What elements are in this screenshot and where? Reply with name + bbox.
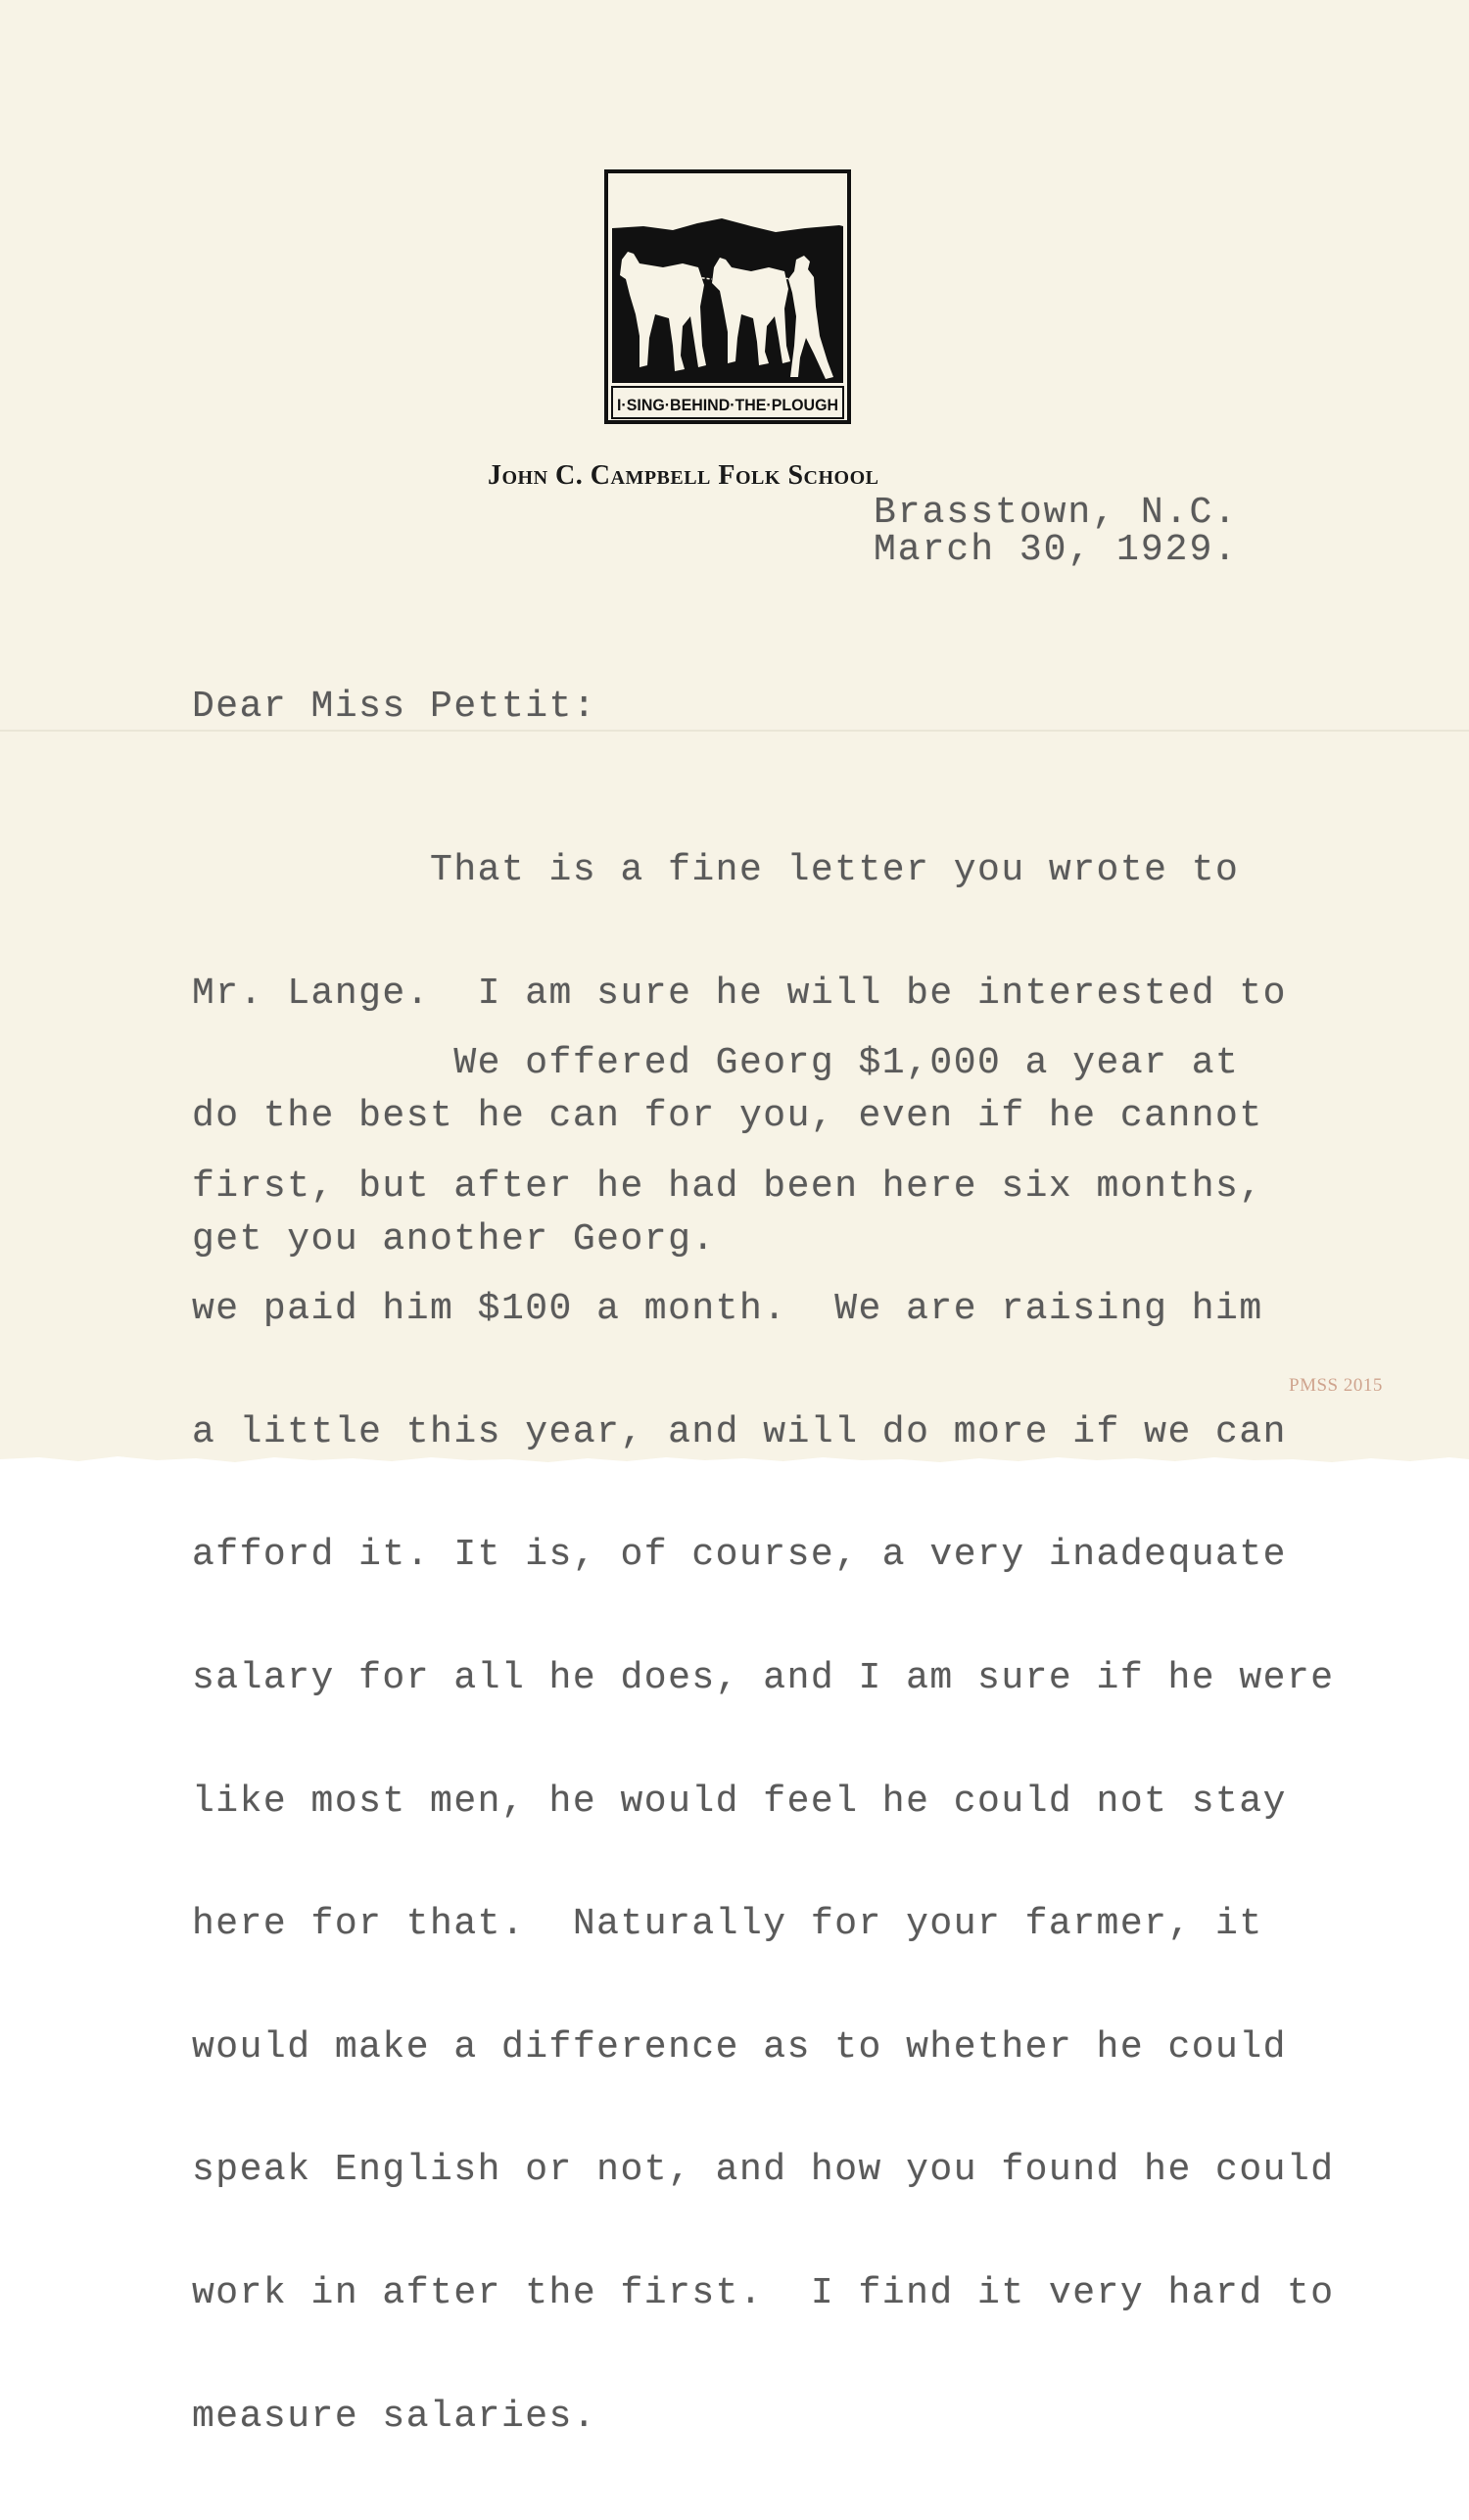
school-name: John C. Campbell Folk School: [488, 460, 879, 491]
text-line: measure salaries.: [192, 2395, 597, 2438]
body-paragraph-2: [192, 960, 1335, 2520]
text-line: do the best he can for you, even if he cannot: [192, 1095, 1263, 1138]
text-line: we paid him $100 a month. We are raising him: [192, 1288, 1263, 1331]
text-line: salary for all he does, and I am sure if he were: [192, 1656, 1335, 1699]
text-line: work in after the first. I find it very hard to: [192, 2271, 1335, 2314]
text-line: speak English or not, and how you found he could: [192, 2149, 1335, 2192]
torn-paper-edge: [0, 1450, 1469, 1471]
text-line: would make a difference as to whether he could: [192, 2025, 1287, 2068]
text-line: here for that. Naturally for your farmer, it: [192, 1903, 1263, 1946]
archive-watermark: PMSS 2015: [1289, 1375, 1383, 1396]
salutation: Dear Miss Pettit:: [192, 686, 597, 728]
text-line: That is a fine letter you wrote to: [192, 849, 1240, 891]
folk-school-logo: [604, 169, 851, 424]
place-line: Brasstown, N.C.: [874, 492, 1239, 534]
date-line: March 30, 1929.: [874, 529, 1239, 571]
text-line: We offered Georg $1,000 a year at: [192, 1042, 1240, 1084]
text-line: get you another Georg.: [192, 1217, 716, 1260]
text-line: first, but after he had been here six months,: [192, 1165, 1263, 1208]
text-line: Mr. Lange. I am sure he will be interested to: [192, 972, 1287, 1015]
text-line: like most men, he would feel he could not stay: [192, 1780, 1287, 1823]
text-line: a little this year, and will do more if we can: [192, 1410, 1287, 1453]
text-line: afford it. It is, of course, a very inadequate: [192, 1534, 1287, 1577]
logo-motto: I·SING·BEHIND·THE·PLOUGH: [617, 396, 838, 414]
